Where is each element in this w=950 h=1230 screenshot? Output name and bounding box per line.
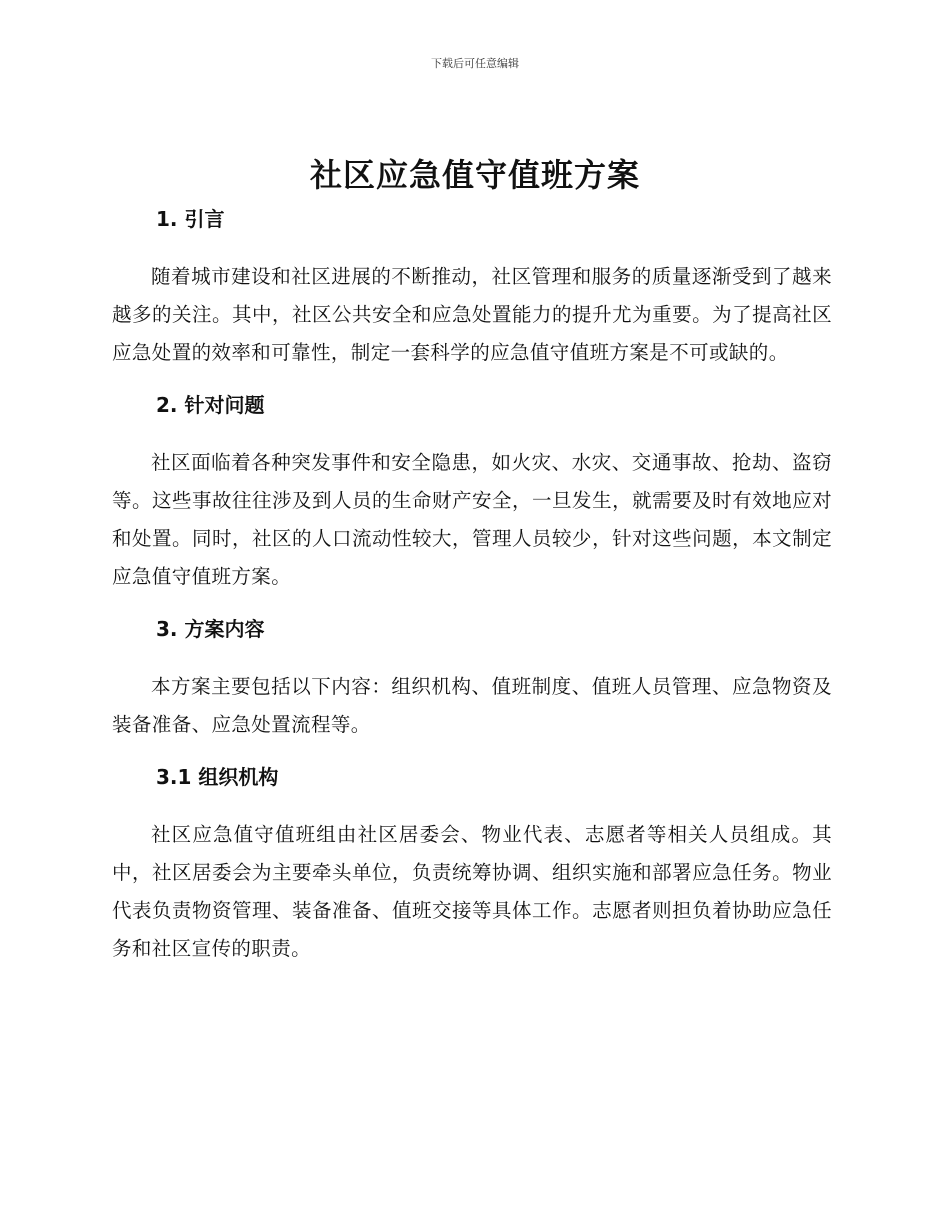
section-paragraph-introduction: 随着城市建设和社区进展的不断推动，社区管理和服务的质量逐渐受到了越来越多的关注。其中，社区公共安全和应急处置能力的提升尤为重要。为了提高社区应急处置的效率和可靠性，制定一套科学的应急值守值班方案是不可或缺的。 [112,265,832,364]
section-paragraph-plan-content: 本方案主要包括以下内容：组织机构、值班制度、值班人员管理、应急物资及装备准备、应急处置流程等。 [112,675,832,736]
document-title: 社区应急值守值班方案 [309,156,640,194]
page-header-note: 下载后可任意编辑 [431,57,519,70]
section-heading-introduction: 1. 引言 [156,207,225,231]
section-paragraph-problems: 社区面临着各种突发事件和安全隐患，如火灾、水灾、交通事故、抢劫、盗窃等。这些事故往往涉及到人员的生命财产安全，一旦发生，就需要及时有效地应对和处置。同时，社区的人口流动性较大，管理人员较少，针对这些问题，本文制定应急值守值班方案。 [112,451,832,588]
section-heading-problems: 2. 针对问题 [156,393,265,417]
section-heading-organization: 3.1 组织机构 [156,765,279,789]
section-paragraph-organization: 社区应急值守值班组由社区居委会、物业代表、志愿者等相关人员组成。其中，社区居委会为主要牵头单位，负责统筹协调、组织实施和部署应急任务。物业代表负责物资管理、装备准备、值班交接等具体工作。志愿者则担负着协助应急任务和社区宣传的职责。 [112,823,832,960]
document-body [112,202,832,968]
section-heading-plan-content: 3. 方案内容 [156,617,265,641]
